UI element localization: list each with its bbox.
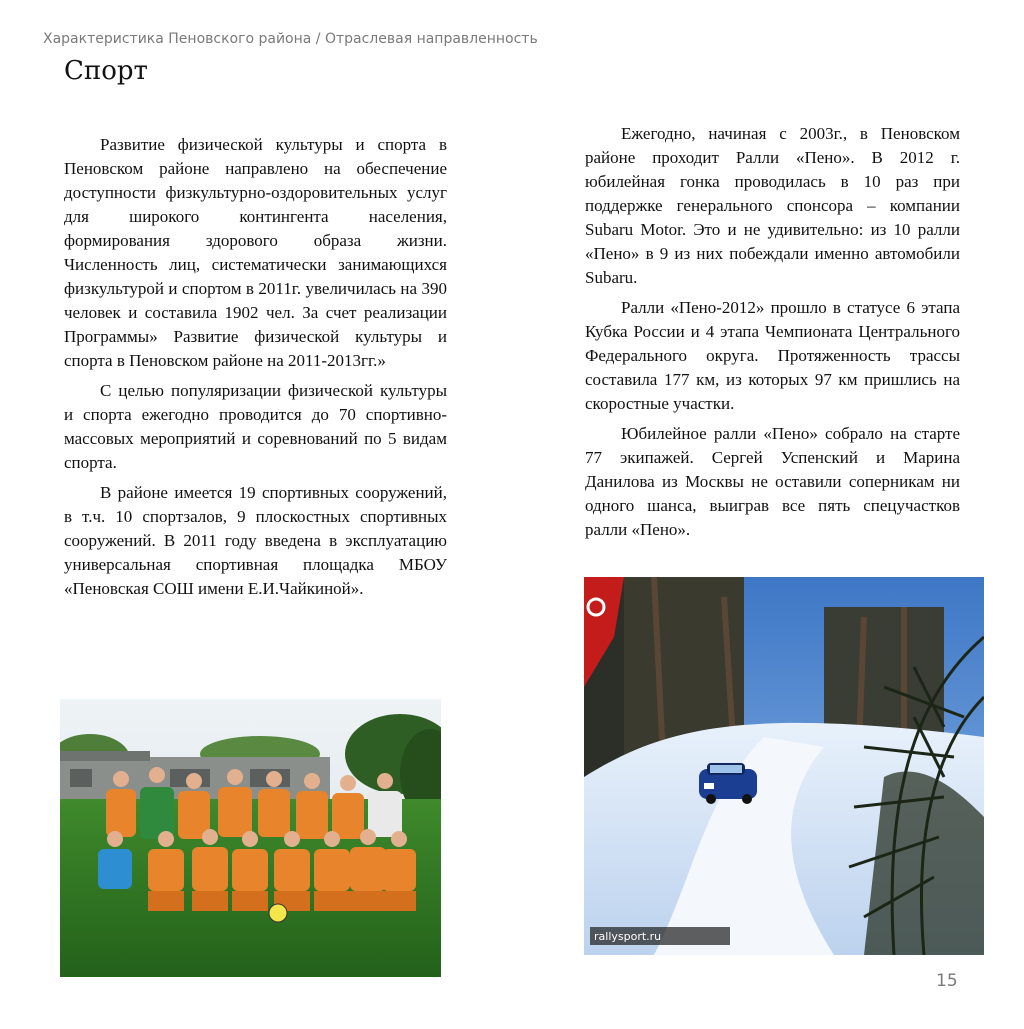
breadcrumb: Характеристика Пеновского района / Отраслевая направленность [43, 31, 538, 47]
page-title: Спорт [64, 56, 148, 86]
football-team-photo [60, 699, 441, 977]
paragraph: В районе имеется 19 спортивных сооружений, в т.ч. 10 спортзалов, 9 плоскостных спортивных сооружений. В 2011 году введена в эксплуатацию универсальная спортивная площадка МБОУ «Пеновская СОШ имени Е.И.Чайкиной». [64, 483, 447, 598]
right-text-column [585, 122, 960, 548]
paragraph: С целью популяризации физической культуры и спорта ежегодно проводится до 70 спортивно-массовых мероприятий и соревнований по 5 видам спорта. [64, 381, 447, 472]
left-text-column [64, 133, 447, 607]
paragraph: Ежегодно, начиная с 2003г., в Пеновском районе проходит Ралли «Пено». В 2012 г. юбилейная гонка проводилась в 10 раз при поддержке генерального спонсора – компании Subaru Motor. Это и не удивительно: из 10 ралли «Пено» в 9 из них побеждали именно автомобили Subaru. [585, 124, 960, 287]
paragraph: Развитие физической культуры и спорта в Пеновском районе направлено на обеспечение доступности физкультурно-оздоровительных услуг для широкого контингента населения, формирования здорового образа жизни. Численность лиц, систематически занимающихся физкультурой и спортом в 2011г. увеличилась на 390 человек и составила 1902 чел. За счет реализации Программы» Развитие физической культуры и спорта в Пеновском районе на 2011-2013гг.» [64, 135, 447, 370]
paragraph: Юбилейное ралли «Пено» собрало на старте 77 экипажей. Сергей Успенский и Марина Данилова из Москвы не оставили соперникам ни одного шанса, выиграв все пять спецучастков ралли «Пено». [585, 424, 960, 539]
paragraph: Ралли «Пено-2012» прошло в статусе 6 этапа Кубка России и 4 этапа Чемпионата Центрального Федерального округа. Протяженность трассы составила 177 км, из которых 97 км пришлись на скоростные участки. [585, 298, 960, 413]
rally-photo-watermark: rallysport.ru [594, 930, 662, 943]
rally-car-photo [584, 577, 984, 955]
page-number: 15 [936, 971, 958, 991]
